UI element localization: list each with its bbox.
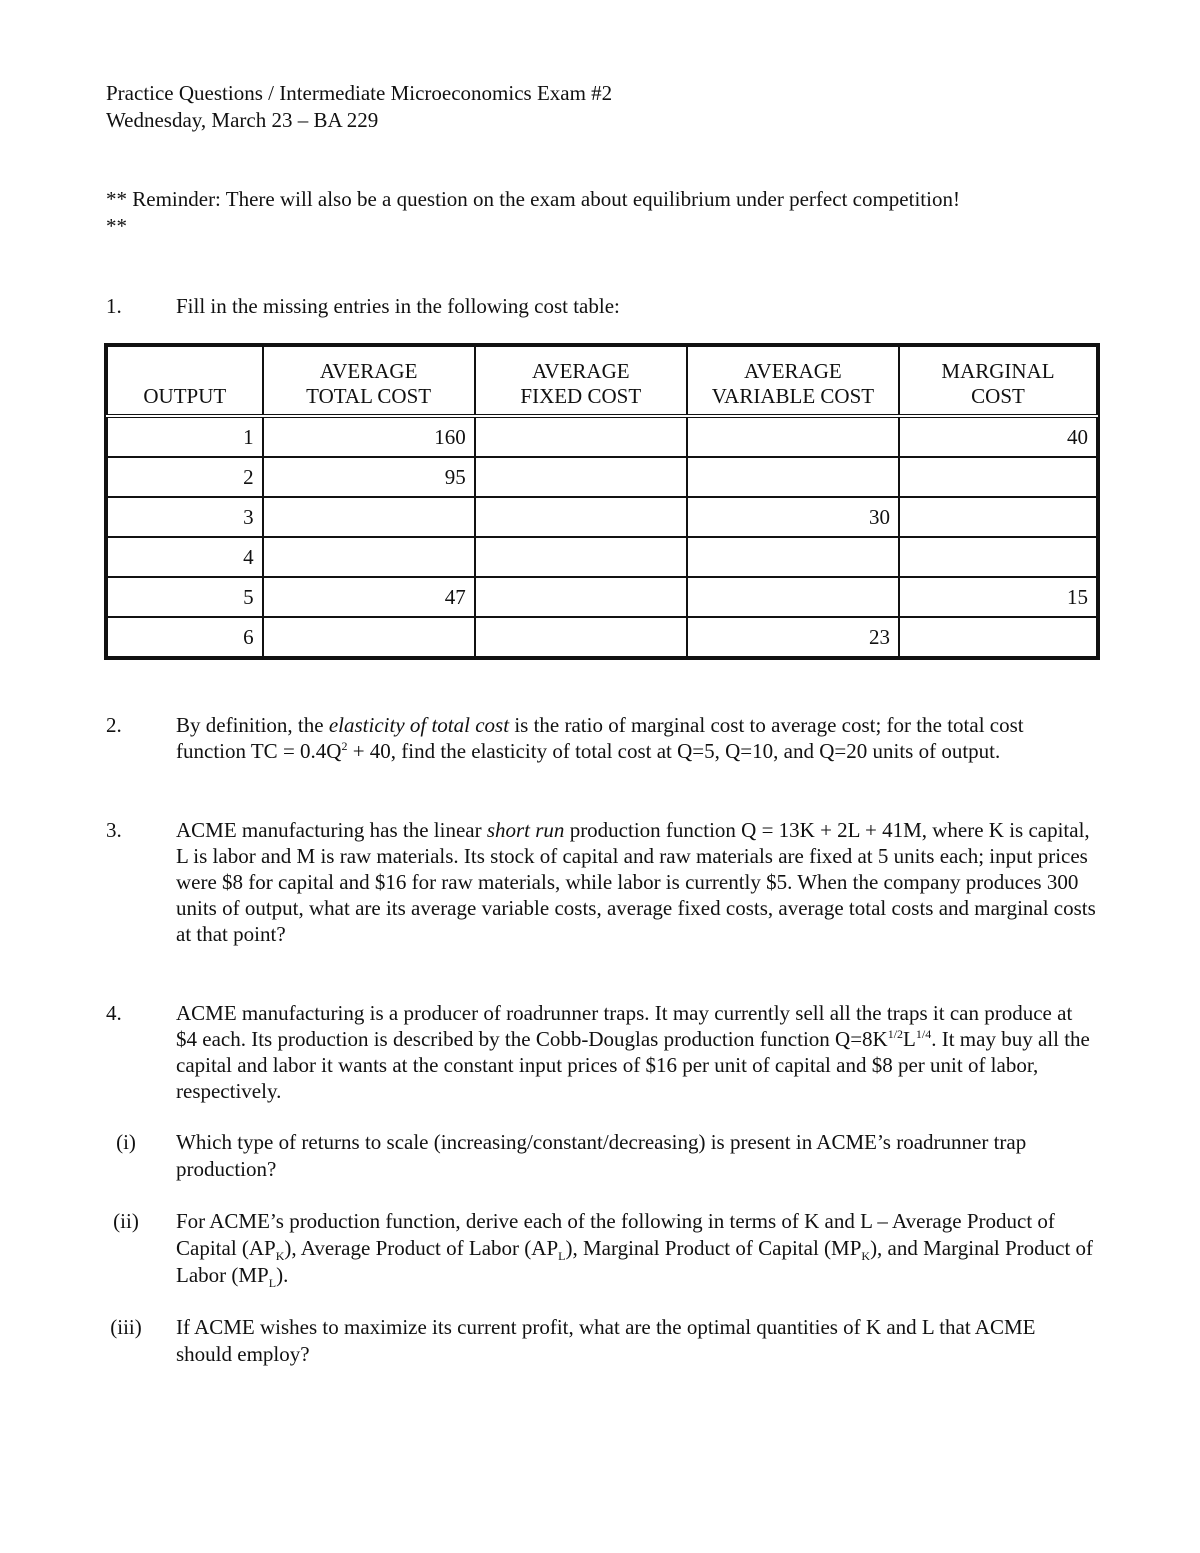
cell-afc <box>475 497 687 537</box>
cell-mc <box>899 497 1097 537</box>
header-average-variable-cost: AVERAGE VARIABLE COST <box>687 346 899 416</box>
question-4-part-ii <box>106 1208 1096 1289</box>
cell-mc <box>899 537 1097 577</box>
question-3-text: ACME manufacturing has the linear short run production function Q = 13K + 2L + 41M, where K is capital, L is labor and M is raw materials. Its stock of capital and raw materials are fixed at 5 units each; input prices were $8 for capital and $16 for raw materials, while labor is currently $5. When the company produces 300 units of output, what are its average variable costs, average fixed costs, average total costs and marginal costs at that point? <box>176 818 1096 946</box>
cell-afc <box>475 416 687 457</box>
cell-atc <box>263 497 475 537</box>
header-average-fixed-cost: AVERAGE FIXED COST <box>475 346 687 416</box>
cell-afc <box>475 457 687 497</box>
cell-output: 2 <box>107 457 263 497</box>
part-ii-text: For ACME’s production function, derive each of the following in terms of K and L – Average Product of Capital $(AP_K)$, Average Product of Labor $(AP_L)$, Marginal Product of Capital $(MP_K)$, and Marginal Product of Labor $(MP_L)$. <box>176 1209 1094 1291</box>
cell-avc: 30 <box>687 497 899 537</box>
table-row <box>107 416 1097 457</box>
cell-output: 4 <box>107 537 263 577</box>
cell-avc: 23 <box>687 617 899 657</box>
cell-mc <box>899 457 1097 497</box>
cell-output: 3 <box>107 497 263 537</box>
part-iii-number: (iii) <box>110 1315 142 1339</box>
cell-atc: 160 <box>263 416 475 457</box>
question-1-number: 1. <box>106 294 122 318</box>
question-4-part-iii <box>106 1314 1096 1368</box>
cost-table-header-row <box>107 346 1097 416</box>
question-2-number: 2. <box>106 713 122 737</box>
cell-atc <box>263 617 475 657</box>
cell-atc: 95 <box>263 457 475 497</box>
question-2-text: By definition, the elasticity of total cost is the ratio of marginal cost to average cost; for the total cost function TC = $0.4Q^2 + 40$, find the elasticity of total cost at Q=5, Q=10, and Q=20 units of output. <box>176 713 1024 763</box>
header-average-total-cost: AVERAGE TOTAL COST <box>263 346 475 416</box>
cell-afc <box>475 537 687 577</box>
reminder-line-2: ** <box>106 214 127 238</box>
table-row <box>107 497 1097 537</box>
exam-header <box>106 80 1096 134</box>
cell-output: 1 <box>107 416 263 457</box>
question-1 <box>106 293 1096 319</box>
table-row <box>107 537 1097 577</box>
cell-avc <box>687 457 899 497</box>
question-4-part-i <box>106 1129 1096 1183</box>
header-output: OUTPUT <box>107 346 263 416</box>
question-1-text: Fill in the missing entries in the following cost table: <box>176 294 620 318</box>
reminder-line-1: ** Reminder: There will also be a question on the exam about equilibrium under perfect competition! <box>106 187 960 211</box>
cell-afc <box>475 617 687 657</box>
cell-mc: 15 <box>899 577 1097 617</box>
cell-avc <box>687 416 899 457</box>
cell-output: 6 <box>107 617 263 657</box>
table-row <box>107 457 1097 497</box>
question-4 <box>106 1000 1096 1104</box>
question-3-number: 3. <box>106 818 122 842</box>
part-ii-number: (ii) <box>113 1209 139 1233</box>
header-date: Wednesday, March 23 – BA 229 <box>106 108 379 132</box>
question-2 <box>106 712 1096 764</box>
cell-afc <box>475 577 687 617</box>
header-marginal-cost: MARGINAL COST <box>899 346 1097 416</box>
reminder-note <box>106 186 1096 240</box>
table-row <box>107 617 1097 657</box>
part-iii-text: If ACME wishes to maximize its current profit, what are the optimal quantities of K and L that ACME should employ? <box>176 1315 1036 1366</box>
cell-atc <box>263 537 475 577</box>
cell-output: 5 <box>107 577 263 617</box>
cell-avc <box>687 577 899 617</box>
cell-mc <box>899 617 1097 657</box>
header-title: Practice Questions / Intermediate Microeconomics Exam #2 <box>106 81 613 105</box>
cell-atc: 47 <box>263 577 475 617</box>
cell-avc <box>687 537 899 577</box>
question-3 <box>106 817 1096 947</box>
part-i-number: (i) <box>116 1130 136 1154</box>
document-page <box>106 80 1096 1368</box>
question-4-text: ACME manufacturing is a producer of roadrunner traps. It may currently sell all the traps it can produce at $4 each. Its production is described by the Cobb-Douglas production function $Q=8K^{1/2}L^{1/4}$. It may buy all the capital and labor it wants at the constant input prices of $16 per unit of capital and $8 per unit of labor, respectively. <box>176 1001 1090 1103</box>
cost-table <box>106 345 1098 658</box>
part-i-text: Which type of returns to scale (increasing/constant/decreasing) is present in ACME’s roadrunner trap production? <box>176 1130 1027 1181</box>
cell-mc: 40 <box>899 416 1097 457</box>
table-row <box>107 577 1097 617</box>
question-4-number: 4. <box>106 1001 122 1025</box>
